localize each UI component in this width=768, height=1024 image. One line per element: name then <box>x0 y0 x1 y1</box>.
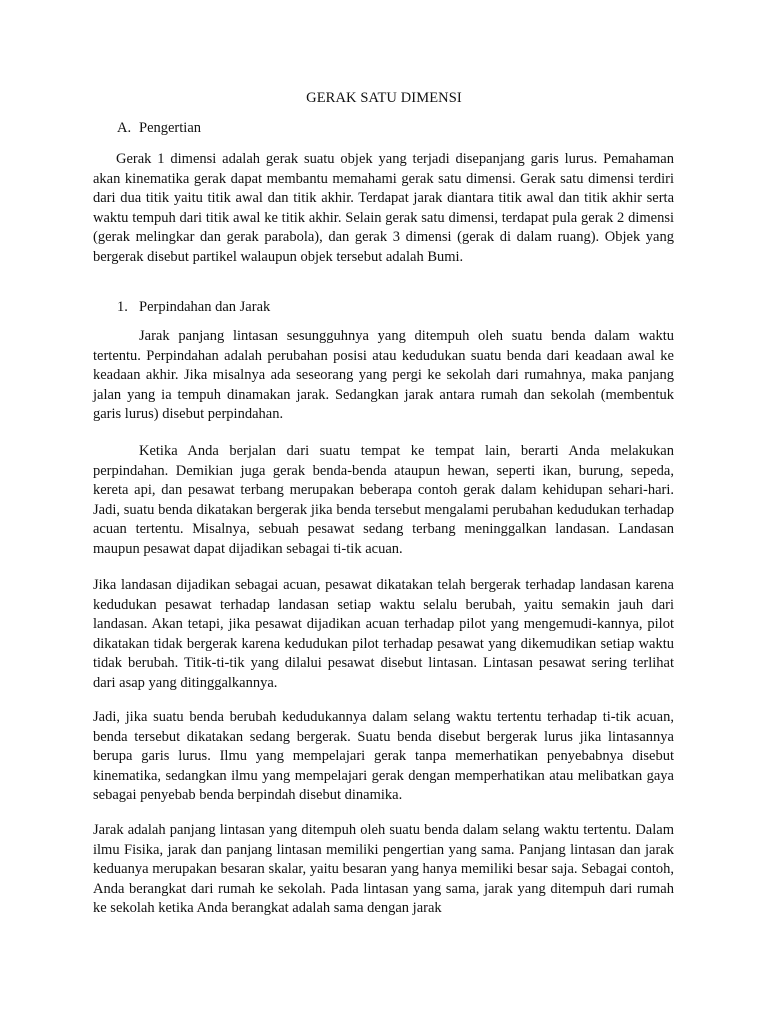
paragraph: Jarak adalah panjang lintasan yang ditempuh oleh suatu benda dalam selang waktu tertentu. Dalam ilmu Fisika, jarak dan panjang lintasan memiliki pengertian yang sama. Panjang lintasan dan jarak keduanya merupakan besaran skalar, yaitu besaran yang hanya memiliki besar saja. Sebagai contoh, Anda berangkat dari rumah ke sekolah. Pada lintasan yang sama, jarak yang ditempuh dari rumah ke sekolah ketika Anda berangkat adalah sama dengan jarak <box>93 822 674 917</box>
section-heading-perpindahan-dan-jarak <box>117 298 270 317</box>
section-marker: 1. <box>117 299 128 315</box>
paragraph: Jika landasan dijadikan sebagai acuan, pesawat dikatakan telah bergerak terhadap landasan karena kedudukan pesawat terhadap landasan setiap waktu selalu berubah, yaitu semakin jauh dari landasan. Akan tetapi, jika pesawat dijadikan acuan terhadap pilot yang mengemudi-kannya, pilot dikatakan tidak bergerak karena kedudukan pilot terhadap pesawat yang dikemudikan setiap waktu tidak berubah. Titik-ti-tik yang dilalui pesawat disebut lintasan. Lintasan pesawat sering terlihat dari asap yang ditinggalkannya. <box>93 577 674 691</box>
section-label: Pengertian <box>139 120 202 136</box>
paragraph: Gerak 1 dimensi adalah gerak suatu objek yang terjadi disepanjang garis lurus. Pemahaman akan kinematika gerak dapat membantu memahami gerak satu dimensi. Gerak satu dimensi terdiri dari dua titik yaitu titik awal dan titik akhir. Terdapat jarak diantara titik awal dan titik akhir serta waktu tempuh dari titik awal ke titik akhir. Selain gerak satu dimensi, terdapat pula gerak 2 dimensi (gerak melingkar dan gerak parabola), dan gerak 3 dimensi (gerak di dalam ruang). Objek yang bergerak disebut partikel walaupun objek tersebut adalah Bumi. <box>93 151 674 265</box>
section-label: Perpindahan dan Jarak <box>139 299 271 315</box>
section-marker: A. <box>117 120 132 136</box>
paragraph: Jarak panjang lintasan sesungguhnya yang ditempuh oleh suatu benda dalam waktu tertentu. Perpindahan adalah perubahan posisi atau kedudukan suatu benda dari keadaan awal ke keadaan akhir. Jika misalnya ada seseorang yang pergi ke sekolah dari rumahnya, maka panjang jalan yang ia tempuh dinamakan jarak. Sedangkan jarak antara rumah dan sekolah (membentuk garis lurus) disebut perpindahan. <box>93 328 674 423</box>
document-title: GERAK SATU DIMENSI <box>306 90 462 106</box>
paragraph: Jadi, jika suatu benda berubah kedudukannya dalam selang waktu tertentu terhadap ti-tik acuan, benda tersebut dikatakan sedang bergerak. Suatu benda disebut bergerak lurus jika lintasannya berupa garis lurus. Ilmu yang mempelajari gerak tanpa memerhatikan penyebabnya disebut kinematika, sedangkan ilmu yang mempelajari gerak dengan memperhatikan atau melibatkan gaya sebagai penyebab benda berpindah disebut dinamika. <box>93 709 674 804</box>
section-heading-pengertian <box>117 119 201 138</box>
paragraph: Ketika Anda berjalan dari suatu tempat ke tempat lain, berarti Anda melakukan perpindahan. Demikian juga gerak benda-benda ataupun hewan, seperti ikan, burung, sepeda, kereta api, dan pesawat terbang merupakan beberapa contoh gerak dalam kehidupan sehari-hari. Jadi, suatu benda dikatakan bergerak jika benda tersebut mengalami perubahan kedudukan terhadap acuan tertentu. Misalnya, sebuah pesawat sedang terbang meninggalkan landasan. Landasan maupun pesawat dapat dijadikan sebagai ti-tik acuan. <box>93 443 674 557</box>
